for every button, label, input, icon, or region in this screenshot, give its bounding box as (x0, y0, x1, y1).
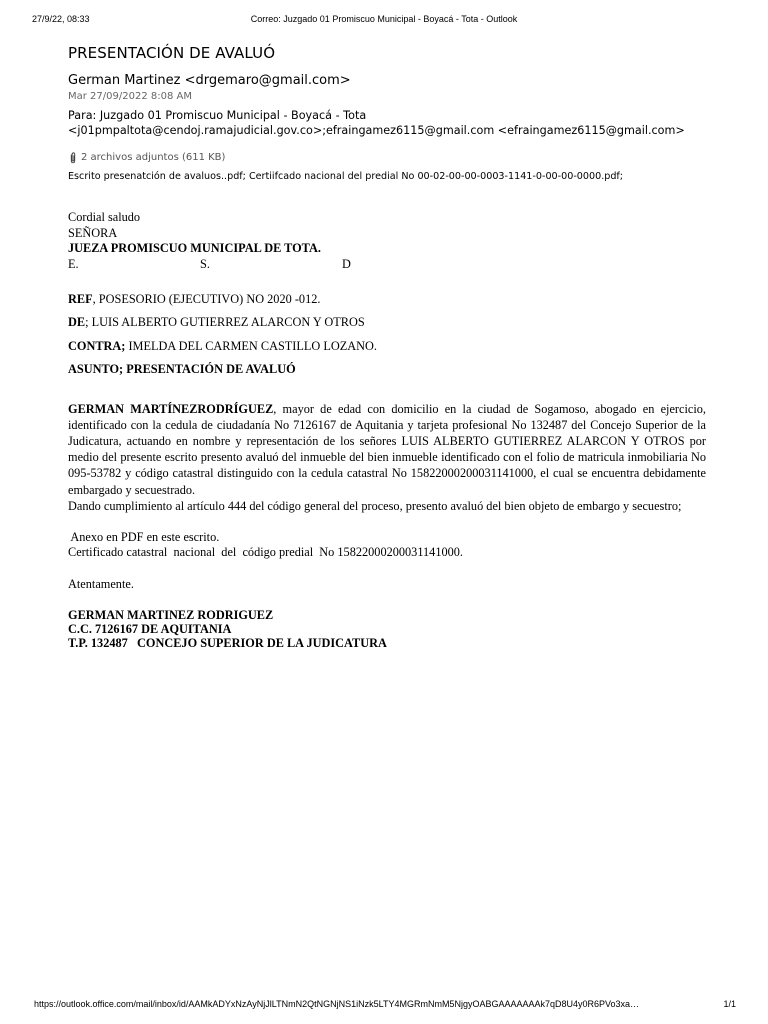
body-paragraph-1 (68, 401, 706, 498)
print-datetime: 27/9/22, 08:33 (32, 14, 90, 24)
ref-line (68, 292, 706, 308)
body-name: GERMAN MARTÍNEZRODRÍGUEZ (68, 401, 274, 416)
signature-name: GERMAN MARTINEZ RODRIGUEZ (68, 608, 274, 623)
certificado-line: Certificado catastral nacional del código predial No 15822000200031141000. (68, 545, 463, 560)
recipients-line-2[interactable]: <j01pmpaltota@cendoj.ramajudicial.gov.co>;efraingamez6115@gmail.com <efraingamez6115@gmail.com> (68, 124, 685, 137)
letter-body (68, 210, 706, 650)
asunto-line: ASUNTO; PRESENTACIÓN DE AVALUÓ (68, 362, 296, 376)
esd-e: E. (68, 256, 79, 271)
print-title: Correo: Juzgado 01 Promiscuo Municipal - Boyacá - Tota - Outlook (250, 14, 518, 24)
addressee-court: JUEZA PROMISCUO MUNICIPAL DE TOTA. (68, 241, 321, 255)
ref-label: REF (68, 291, 93, 306)
email-recipients (68, 108, 728, 138)
email-subject: PRESENTACIÓN DE AVALUÓ (68, 44, 276, 62)
paperclip-icon (68, 152, 78, 164)
closing: Atentamente. (68, 576, 134, 591)
contra-label: CONTRA; (68, 338, 126, 353)
de-line (68, 315, 706, 331)
body-paragraph-2: Dando cumplimiento al artículo 444 del código general del proceso, presento avaluó del bien objeto de embargo y secuestro; (68, 498, 682, 513)
email-sender[interactable]: German Martinez <drgemaro@gmail.com> (68, 73, 351, 88)
attachments-summary[interactable] (68, 151, 728, 165)
anexo-line: Anexo en PDF en este escrito. (68, 529, 220, 544)
de-label: DE (68, 315, 86, 329)
esd-d: D (342, 256, 351, 271)
signature-cc: C.C. 7126167 DE AQUITANIA (68, 622, 232, 637)
esd-s: S. (200, 256, 210, 271)
attachments-count: 2 archivos adjuntos (611 KB) (81, 152, 226, 163)
ref-text: , POSESORIO (EJECUTIVO) NO 2020 -012. (92, 291, 321, 306)
greeting: Cordial saludo (68, 210, 141, 224)
esd-line (68, 257, 706, 273)
attachments-names[interactable]: Escrito presenatción de avaluos..pdf; Certiifcado nacional del predial No 00-02-00-00-0003-1141-0-00-00-0000.pdf; (68, 171, 624, 182)
email-header (68, 43, 728, 183)
de-text: ; LUIS ALBERTO GUTIERREZ ALARCON Y OTROS (85, 315, 365, 329)
contra-line (68, 339, 706, 355)
print-pager: 1/1 (723, 999, 736, 1009)
signature-tp: T.P. 132487 CONCEJO SUPERIOR DE LA JUDICATURA (68, 636, 387, 651)
email-sent-date: Mar 27/09/2022 8:08 AM (68, 91, 192, 102)
addressee-title: SEÑORA (68, 225, 118, 240)
print-url: https://outlook.office.com/mail/inbox/id/AAMkADYxNzAyNjJlLTNmN2QtNGNjNS1iNzk5LTY4MGRmNmM5NjgyOABGAAAAAAAk7qD8U4y0R6PVo3xa… (34, 999, 640, 1009)
contra-text: IMELDA DEL CARMEN CASTILLO LOZANO. (125, 338, 378, 353)
recipients-line-1[interactable]: Para: Juzgado 01 Promiscuo Municipal - Boyacá - Tota (68, 109, 367, 122)
body-text: , mayor de edad con domicilio en la ciudad de Sogamoso, abogado en ejercicio, identificado con la cedula de ciudadanía No 7126167 de Aquitania y tarjeta profesional No 132487 del Concejo Superior de la Judicatura, actuando en nombre y representación de los señores LUIS ALBERTO GUTIERREZ ALARCON Y OTROS por medio del presente escrito presento avaluó del inmueble del bien inmueble identificado con el folio de matricula inmobiliaria No 095-53782 y código catastral distinguido con la cedula catastral No 15822000200031141000, el cual se encuentra debidamente embargado y secuestrado. (68, 401, 706, 497)
